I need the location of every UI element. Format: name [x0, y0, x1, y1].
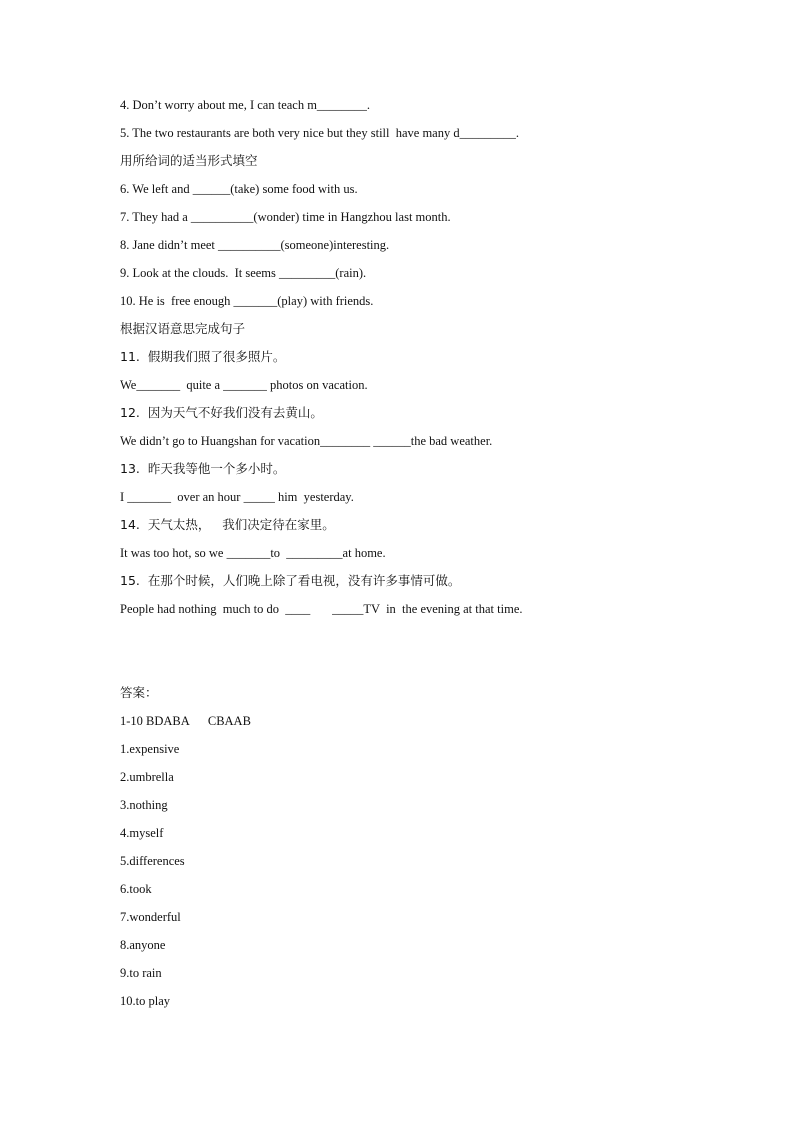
section-heading-translate: 根据汉语意思完成句子	[120, 321, 246, 336]
answer-4: 4.myself	[120, 826, 164, 840]
question-9: 9. Look at the clouds. It seems _________(rain).	[120, 266, 367, 280]
answer-3: 3.nothing	[120, 798, 168, 812]
question-12-chinese: 12. 因为天气不好我们没有去黄山。	[120, 405, 323, 420]
question-13-english: I _______ over an hour _____ him yesterday.	[120, 490, 354, 504]
section-heading-fill-form: 用所给词的适当形式填空	[120, 153, 258, 168]
answer-2: 2.umbrella	[120, 770, 174, 784]
question-12-english: We didn’t go to Huangshan for vacation________ ______the bad weather.	[120, 434, 493, 448]
answer-9: 9.to rain	[120, 966, 162, 980]
answer-1: 1.expensive	[120, 742, 180, 756]
question-4: 4. Don’t worry about me, I can teach m________.	[120, 98, 371, 112]
answer-10: 10.to play	[120, 994, 170, 1008]
question-6: 6. We left and ______(take) some food with us.	[120, 182, 358, 196]
question-15-chinese: 15. 在那个时候，人们晚上除了看电视，没有许多事情可做。	[120, 573, 461, 588]
question-5: 5. The two restaurants are both very nice but they still have many d_________.	[120, 126, 519, 140]
answers-heading: 答案：	[120, 685, 158, 700]
question-10: 10. He is free enough _______(play) with friends.	[120, 294, 374, 308]
answer-7: 7.wonderful	[120, 910, 181, 924]
answer-8: 8.anyone	[120, 938, 166, 952]
answer-multiple-choice: 1-10 BDABA CBAAB	[120, 714, 251, 728]
question-11-chinese: 11. 假期我们照了很多照片。	[120, 349, 286, 364]
question-14-chinese: 14. 天气太热， 我们决定待在家里。	[120, 517, 335, 532]
question-14-english: It was too hot, so we _______to _________at home.	[120, 546, 386, 560]
answer-5: 5.differences	[120, 854, 185, 868]
question-15-english: People had nothing much to do ____ _____TV in the evening at that time.	[120, 602, 523, 616]
question-7: 7. They had a __________(wonder) time in Hangzhou last month.	[120, 210, 451, 224]
question-13-chinese: 13. 昨天我等他一个多小时。	[120, 461, 286, 476]
question-8: 8. Jane didn’t meet __________(someone)interesting.	[120, 238, 390, 252]
answer-6: 6.took	[120, 882, 152, 896]
question-11-english: We_______ quite a _______ photos on vacation.	[120, 378, 368, 392]
